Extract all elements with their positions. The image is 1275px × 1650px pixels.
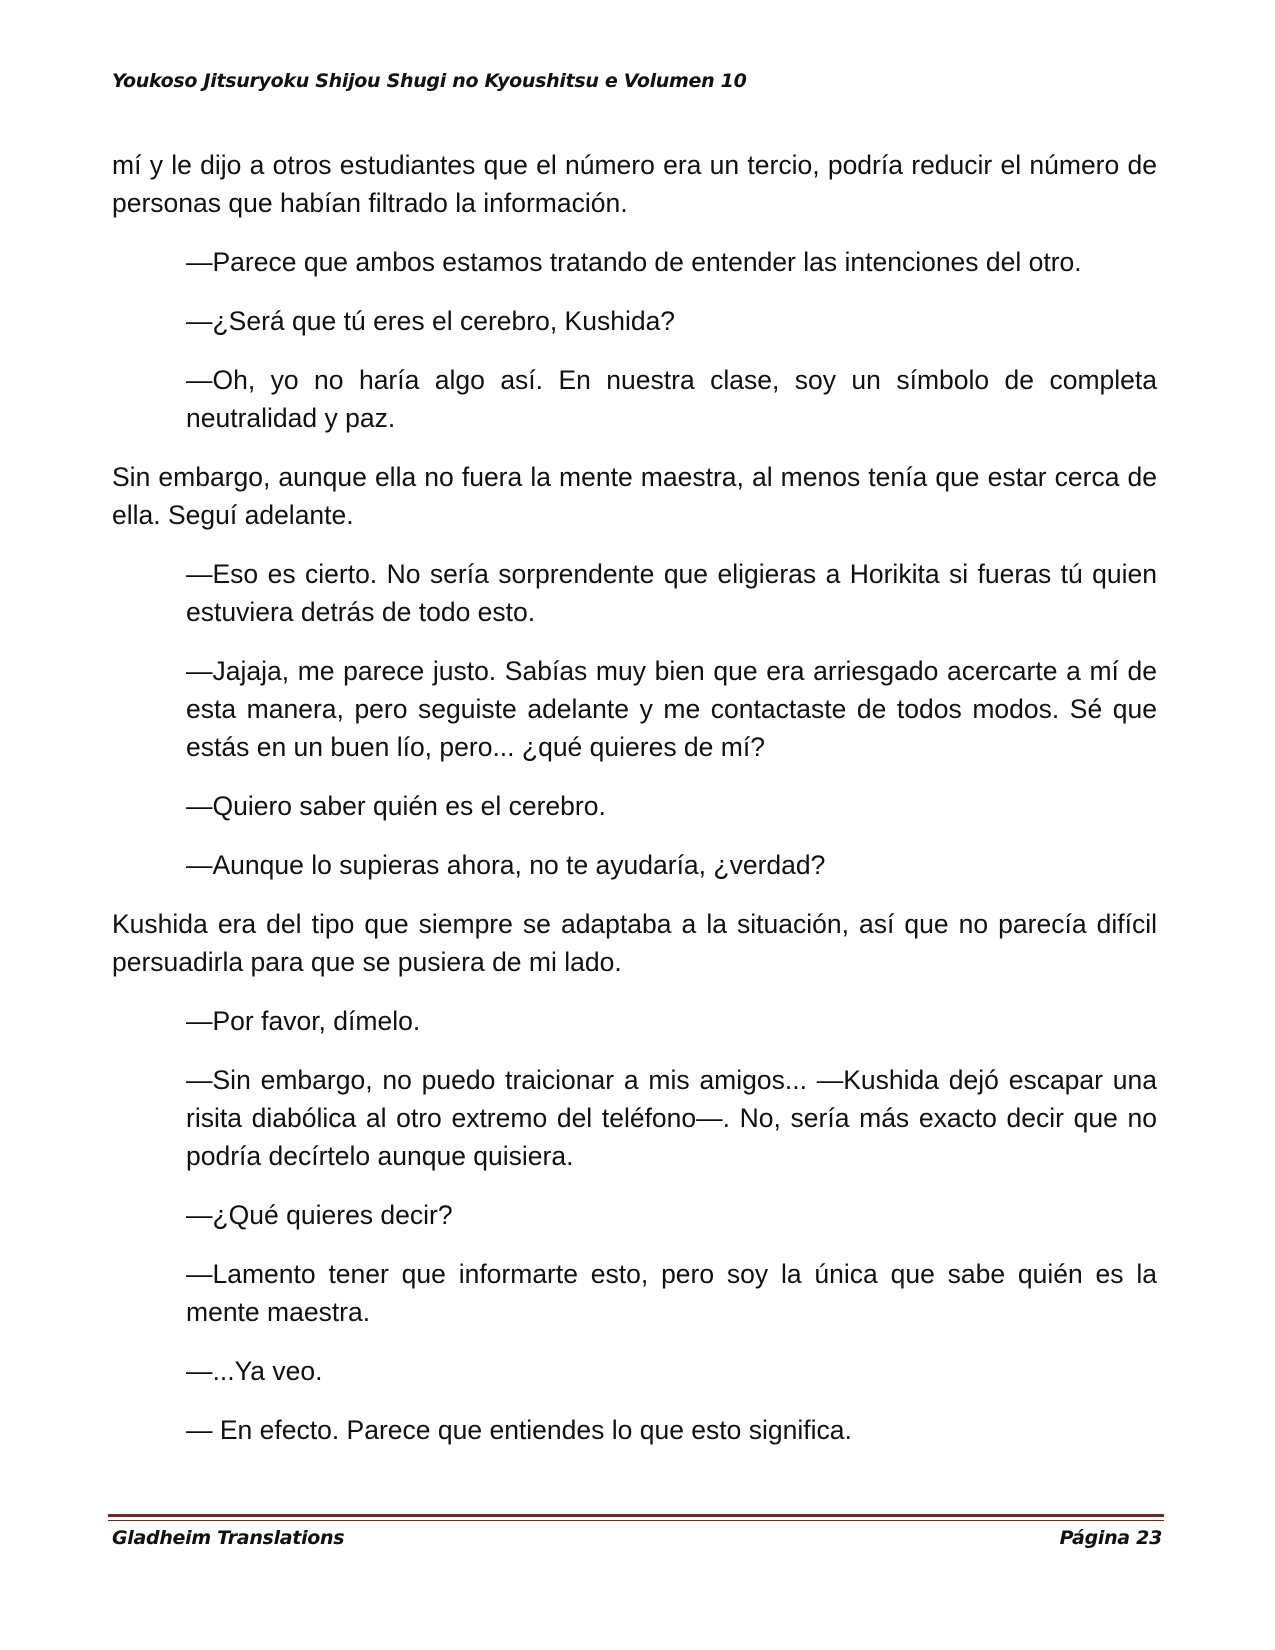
- dialogue-paragraph: —Lamento tener que informarte esto, pero soy la única que sabe quién es la mente maestra.: [186, 1259, 1157, 1327]
- narration-paragraph: Kushida era del tipo que siempre se adaptaba a la situación, así que no parecía difícil persuadirla para que se pusiera de mi lado.: [112, 909, 1157, 977]
- dialogue-paragraph: — En efecto. Parece que entiendes lo que esto significa.: [186, 1415, 852, 1445]
- footer-credit: Gladheim Translations: [112, 1527, 345, 1549]
- narration-paragraph: Sin embargo, aunque ella no fuera la mente maestra, al menos tenía que estar cerca de ella. Seguí adelante.: [112, 462, 1157, 530]
- dialogue-paragraph: —Por favor, dímelo.: [186, 1006, 421, 1036]
- dialogue-paragraph: —¿Será que tú eres el cerebro, Kushida?: [186, 306, 676, 336]
- dialogue-paragraph: —Parece que ambos estamos tratando de entender las intenciones del otro.: [186, 247, 1082, 277]
- dialogue-paragraph: —Sin embargo, no puedo traicionar a mis amigos... —Kushida dejó escapar una risita diabólica al otro extremo del teléfono—. No, sería más exacto decir que no podría decírtelo aunque quisiera.: [186, 1065, 1157, 1171]
- running-header: Youkoso Jitsuryoku Shijou Shugi no Kyoushitsu e Volumen 10: [112, 70, 747, 92]
- dialogue-paragraph: —...Ya veo.: [186, 1356, 323, 1386]
- dialogue-paragraph: —Quiero saber quién es el cerebro.: [186, 791, 606, 821]
- page-body: [112, 146, 1157, 1470]
- dialogue-paragraph: —Eso es cierto. No sería sorprendente que eligieras a Horikita si fueras tú quien estuviera detrás de todo esto.: [186, 559, 1157, 627]
- dialogue-paragraph: —Aunque lo supieras ahora, no te ayudaría, ¿verdad?: [186, 850, 826, 880]
- page-number: Página 23: [1059, 1527, 1162, 1549]
- dialogue-paragraph: —¿Qué quieres decir?: [186, 1200, 453, 1230]
- dialogue-paragraph: —Jajaja, me parece justo. Sabías muy bien que era arriesgado acercarte a mí de esta manera, pero seguiste adelante y me contactaste de todos modos. Sé que estás en un buen lío, pero... ¿qué quieres de mí?: [186, 656, 1157, 762]
- footer-divider: [108, 1514, 1164, 1521]
- dialogue-paragraph: —Oh, yo no haría algo así. En nuestra clase, soy un símbolo de completa neutralidad y paz.: [186, 365, 1157, 433]
- narration-paragraph: mí y le dijo a otros estudiantes que el número era un tercio, podría reducir el número de personas que habían filtrado la información.: [112, 150, 1157, 218]
